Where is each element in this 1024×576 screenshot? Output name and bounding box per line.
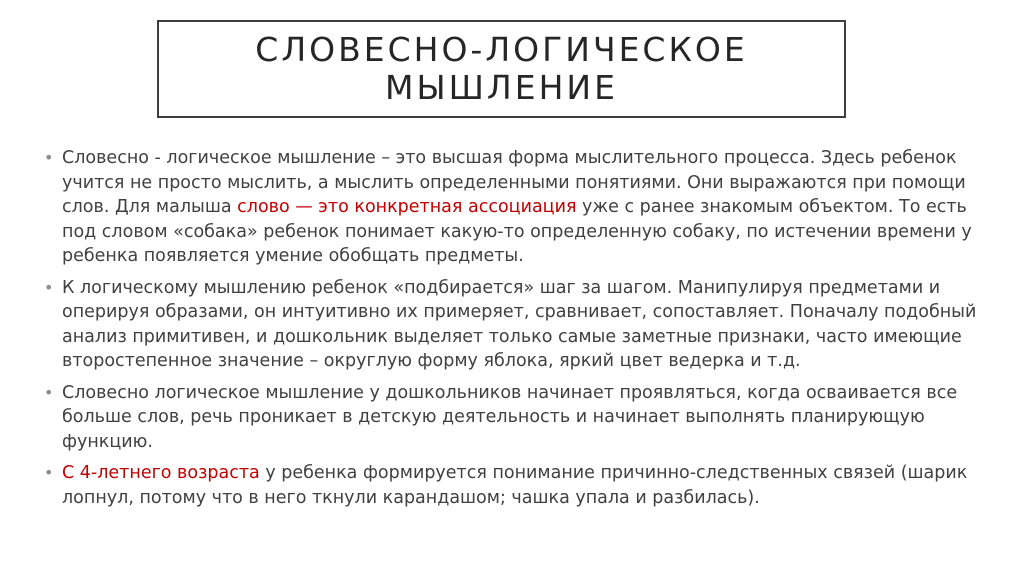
bullet-item xyxy=(44,381,984,455)
bullet-item xyxy=(44,146,984,269)
bullet-marker: • xyxy=(44,463,54,482)
title-box xyxy=(157,20,846,118)
bullet-marker: • xyxy=(44,382,54,402)
bullet-text: уже с ранее знакомым объектом. То есть под словом «собака» ребенок понимает какую-то определенную собаку, по истечении времени у ребенка появляется умение обобщать предметы. xyxy=(62,197,972,266)
highlight-text: слово — это конкретная ассоциация xyxy=(237,197,577,217)
title-line-1: СЛОВЕСНО-ЛОГИЧЕСКОЕ xyxy=(255,30,748,69)
bullet-list xyxy=(44,146,984,517)
highlight-text: С 4-летнего возраста xyxy=(62,463,260,483)
bullet-text: Словесно - логическое мышление – это высшая форма мыслительного процесса. Здесь ребенок учится не просто мыслить, а мыслить определенными понятиями. Они выражаются при помощи слов. Для малыша xyxy=(62,148,966,217)
bullet-item xyxy=(44,461,984,510)
bullet-text: Словесно логическое мышление у дошкольников начинает проявляться, когда осваивается все больше слов, речь проникает в детскую деятельность и начинает выполнять планирующую функцию. xyxy=(62,382,958,452)
bullet-marker: • xyxy=(44,277,54,297)
bullet-text: К логическому мышлению ребенок «подбирается» шаг за шагом. Манипулируя предметами и оперируя образами, он интуитивно их примеряет, сравнивает, сопоставляет. Поначалу подобный анализ примитивен, и дошкольник выделяет только самые заметные признаки, часто имеющие второстепенное значение – округлую форму яблока, яркий цвет ведерка и т.д. xyxy=(62,277,977,371)
bullet-marker: • xyxy=(44,148,54,167)
bullet-text: у ребенка формируется понимание причинно-следственных связей (шарик лопнул, потому что в него ткнули карандашом; чашка упала и разбилась). xyxy=(62,463,968,508)
bullet-item xyxy=(44,276,984,374)
title-line-2: МЫШЛЕНИЕ xyxy=(385,68,618,107)
